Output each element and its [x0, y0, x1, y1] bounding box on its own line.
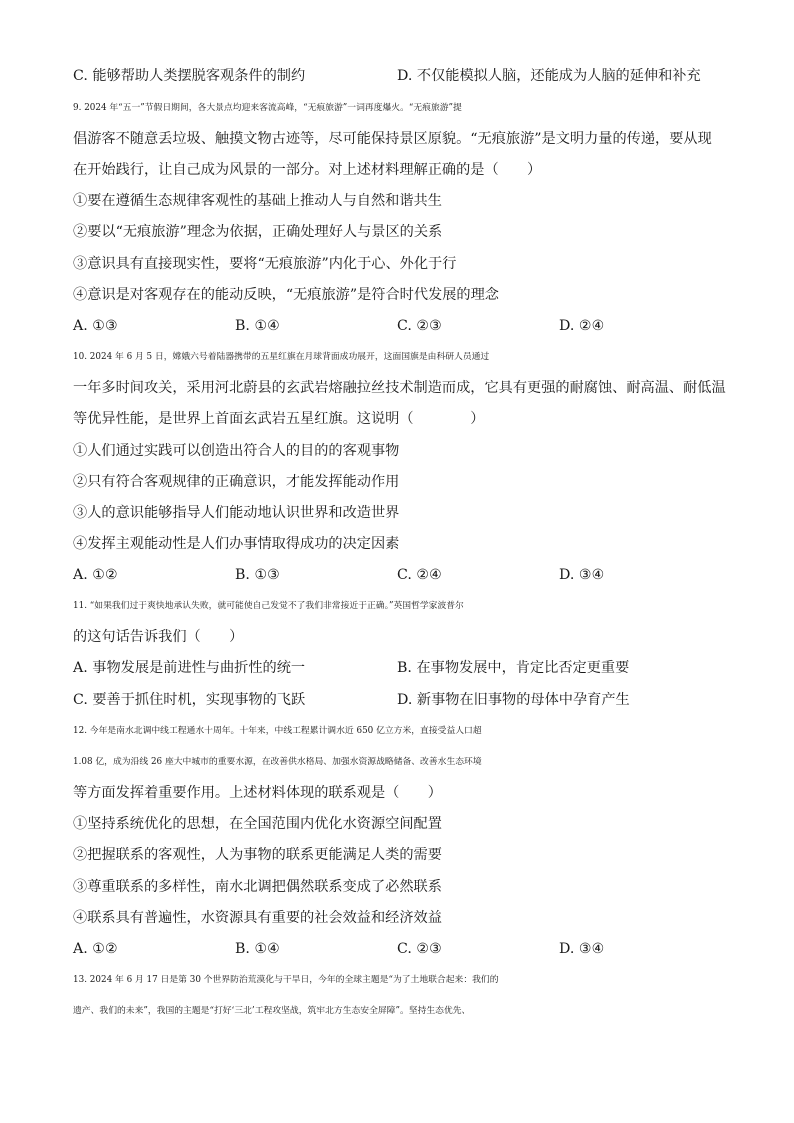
question-10-item: ④发挥主观能动性是人们办事情取得成功的决定因素	[73, 536, 400, 552]
question-10-stem-line: 一年多时间攻关，采用河北蔚县的玄武岩熔融拉丝技术制造而成，它具有更强的耐腐蚀、耐高温、耐低温	[73, 380, 726, 396]
option-d: D. 不仅能模拟人脑，还能成为人脑的延伸和补充	[397, 68, 701, 84]
question-10-stem-line: 等优异性能，是世界上首面玄武岩五星红旗。这说明（ ）	[73, 411, 485, 427]
question-10-item: ①人们通过实践可以创造出符合人的目的的客观事物	[73, 443, 400, 459]
question-9-option-d: D. ②④	[559, 318, 605, 334]
question-9-item: ①要在遵循生态规律客观性的基础上推动人与自然和谐共生	[73, 193, 442, 209]
question-12-stem-line: 等方面发挥着重要作用。上述材料体现的联系观是（ ）	[73, 785, 442, 801]
question-12-option-c: C. ②③	[397, 941, 442, 957]
question-12-item: ②把握联系的客观性，人为事物的联系更能满足人类的需要	[73, 847, 442, 863]
question-13-stem-line: 13. 2024 年 6 月 17 日是第 30 个世界防治荒漠化与干旱日，今年的全球主题是“为了土地联合起来：我们的	[73, 975, 499, 985]
question-10-option-b: B. ①③	[235, 567, 280, 583]
question-12-item: ④联系具有普遍性，水资源具有重要的社会效益和经济效益	[73, 910, 442, 926]
question-10-item: ②只有符合客观规律的正确意识，才能发挥能动作用	[73, 474, 400, 490]
option-c: C. 能够帮助人类摆脱客观条件的制约	[73, 68, 306, 84]
question-12-option-b: B. ①④	[235, 941, 280, 957]
question-9-option-c: C. ②③	[397, 318, 442, 334]
question-10-option-c: C. ②④	[397, 567, 442, 583]
question-11-option-b: B. 在事物发展中，肯定比否定更重要	[397, 660, 630, 676]
question-12-option-d: D. ③④	[559, 941, 605, 957]
question-9-stem-line: 9. 2024 年“五一”节假日期间，各大景点均迎来客流高峰，“无痕旅游”一词再度爆火。“无痕旅游”提	[73, 103, 462, 113]
question-9-option-b: B. ①④	[235, 318, 280, 334]
question-10-stem-line: 10. 2024 年 6 月 5 日，嫦娥六号着陆器携带的五星红旗在月球背面成功展开，这面国旗是由科研人员通过	[73, 352, 490, 362]
question-12-item: ③尊重联系的多样性，南水北调把偶然联系变成了必然联系	[73, 879, 442, 895]
question-9-option-a: A. ①③	[73, 318, 118, 334]
question-13-stem-line: 遗产、我们的未来”，我国的主题是“打好‘三北’工程攻坚战，筑牢北方生态安全屏障”。坚持生态优先、	[73, 1006, 471, 1016]
question-10-item: ③人的意识能够指导人们能动地认识世界和改造世界	[73, 505, 400, 521]
question-9-stem-line: 在开始践行，让自己成为风景的一部分。对上述材料理解正确的是（ ）	[73, 162, 542, 178]
question-11-stem-line: 11. “如果我们过于爽快地承认失败，就可能使自己发觉不了我们非常接近于正确。”英国哲学家波普尔	[73, 601, 464, 611]
question-9-item: ③意识具有直接现实性，要将“无痕旅游”内化于心、外化于行	[73, 256, 457, 272]
question-12-stem-line: 12. 今年是南水北调中线工程通水十周年。十年来，中线工程累计调水近 650 亿立方米，直接受益人口超	[73, 726, 482, 736]
question-9-item: ②要以“无痕旅游”理念为依据，正确处理好人与景区的关系	[73, 224, 443, 240]
question-9-stem-line: 倡游客不随意丢垃圾、触摸文物古迹等，尽可能保持景区原貌。“无痕旅游”是文明力量的传递，要从现	[73, 131, 712, 147]
question-12-stem-line: 1.08 亿，成为沿线 26 座大中城市的重要水源，在改善供水格局、加强水资源战略储备、改善水生态环境	[73, 757, 482, 767]
question-11-option-c: C. 要善于抓住时机，实现事物的飞跃	[73, 692, 306, 708]
question-10-option-d: D. ③④	[559, 567, 605, 583]
question-12-item: ①坚持系统优化的思想，在全国范围内优化水资源空间配置	[73, 816, 442, 832]
question-10-option-a: A. ①②	[73, 567, 118, 583]
question-11-option-a: A. 事物发展是前进性与曲折性的统一	[73, 660, 306, 676]
question-9-item: ④意识是对客观存在的能动反映，“无痕旅游”是符合时代发展的理念	[73, 287, 499, 303]
question-11-option-d: D. 新事物在旧事物的母体中孕育产生	[397, 692, 630, 708]
question-12-option-a: A. ①②	[73, 941, 118, 957]
question-11-stem-line: 的这句话告诉我们（ ）	[73, 629, 244, 645]
